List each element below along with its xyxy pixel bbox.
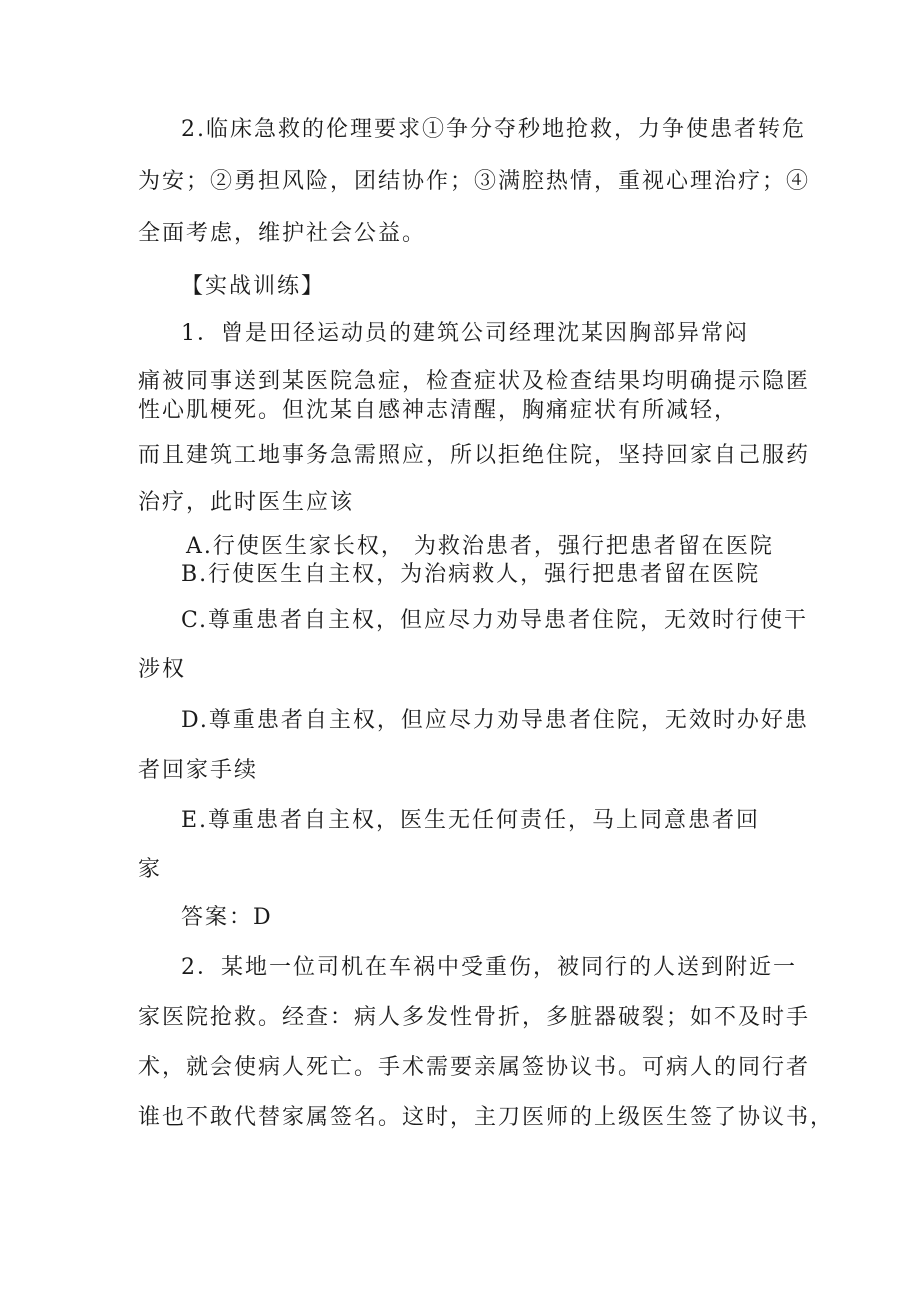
question2-stem-line-3: 术，就会使病人死亡。手术需要亲属签协议书。可病人的同行者 [138,1055,811,1080]
question1-stem-line-4: 而且建筑工地事务急需照应，所以拒绝住院，坚持回家自己服药 [138,443,811,468]
section-heading: 【实战训练】 [181,274,326,299]
question1-option-e-line-1: E.尊重患者自主权，医生无任何责任，马上同意患者回 [181,808,761,833]
question1-option-b: B.行使医生自主权，为治病救人，强行把患者留在医院 [181,562,761,587]
question1-option-d-line-1: D.尊重患者自主权，但应尽力劝导患者住院，无效时办好患 [181,708,809,733]
question1-option-c-line-1: C.尊重患者自主权，但应尽力劝导患者住院，无效时行使干 [181,608,809,633]
question2-stem-line-2: 家医院抢救。经查：病人多发性骨折，多脏器破裂；如不及时手 [138,1005,811,1030]
question1-option-e-line-2: 家 [138,857,163,882]
question1-stem-line-5: 治疗，此时医生应该 [138,490,355,515]
question1-option-c-line-2: 涉权 [138,657,187,682]
question1-stem-line-2: 痛被同事送到某医院急症，检查症状及检查结果均明确提示隐匿 [138,369,811,394]
question1-stem-line-3: 性心肌梗死。但沈某自感神志清醒，胸痛症状有所减轻， [138,398,739,423]
ethics-point-line-1: 2.临床急救的伦理要求①争分夺秒地抢救，力争使患者转危 [181,117,806,142]
question1-option-d-line-2: 者回家手续 [138,758,259,783]
question1-stem-line-1: 1．曾是田径运动员的建筑公司经理沈某因胸部异常闷 [181,321,749,346]
question1-option-a: A.行使医生家长权， 为救治患者，强行把患者留在医院 [186,534,774,559]
ethics-point-line-2: 为安；②勇担风险，团结协作；③满腔热情，重视心理治疗；④ [138,169,811,194]
question2-stem-line-4: 谁也不敢代替家属签名。这时，主刀医师的上级医生签了协议书， [138,1105,835,1130]
ethics-point-line-3: 全面考虑，维护社会公益。 [138,221,427,246]
question2-stem-line-1: 2．某地一位司机在车祸中受重伤，被同行的人送到附近一 [181,955,797,980]
question1-answer: 答案：D [181,905,273,930]
